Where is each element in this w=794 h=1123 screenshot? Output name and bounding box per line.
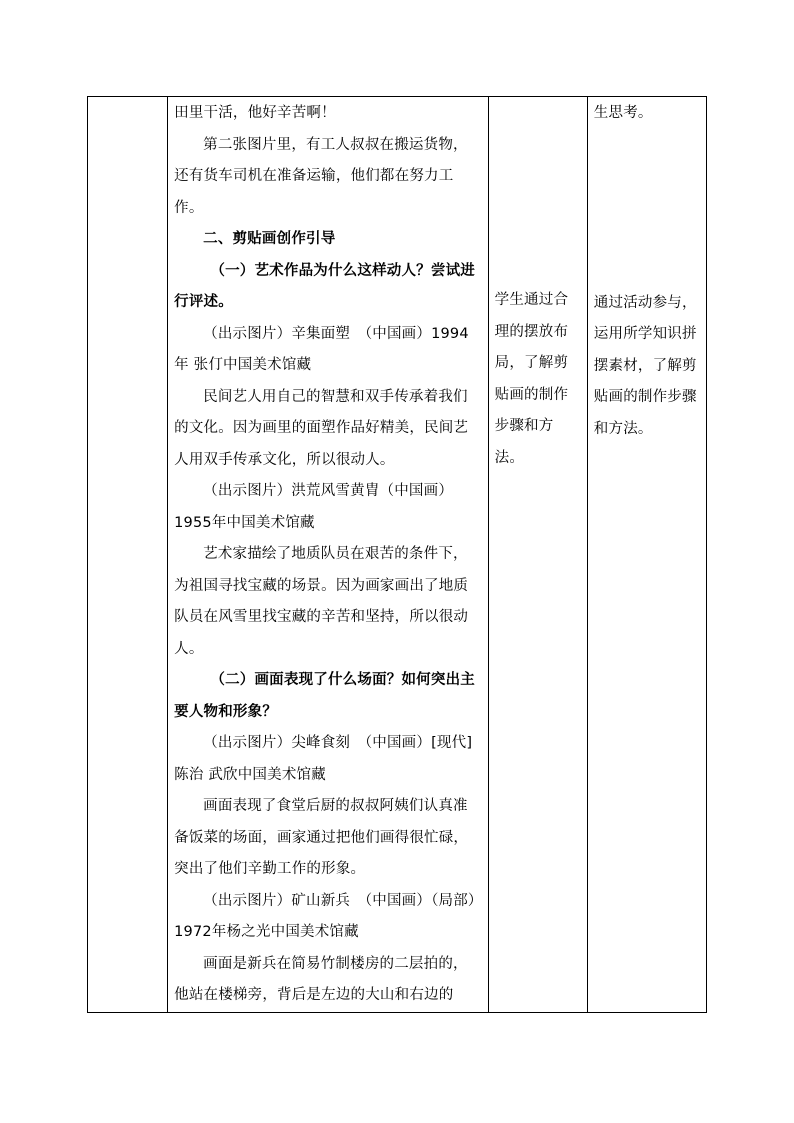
content-paragraph: 田里干活，他好辛苦啊！ xyxy=(174,105,336,121)
content-paragraph: 第二张图片里，有工人叔叔在搬运货物，还有货车司机在准备运输，他们都在努力工作。 xyxy=(174,136,468,216)
artwork-caption: （出示图片）辛集面塑 （中国画）1994年 张仃中国美术馆藏 xyxy=(174,325,469,373)
design-intent-cell xyxy=(587,97,706,1013)
artwork-description: 画面表现了食堂后厨的叔叔阿姨们认真准备饭菜的场面，画家通过把他们画得很忙碌，突出了他们辛勤工作的形象。 xyxy=(174,798,469,877)
student-activity-cell xyxy=(488,97,587,1013)
design-intent-continuation: 生思考。 xyxy=(593,105,653,121)
artwork-description: 民间艺人用自己的智慧和双手传承着我们的文化。因为画里的面塑作品好精美，民间艺人用双手传承文化，所以很动人。 xyxy=(174,388,469,468)
lesson-plan-table xyxy=(87,96,707,1013)
section-heading: 二、剪贴画创作引导 xyxy=(203,231,336,247)
teaching-content-cell xyxy=(168,97,489,1013)
table-row xyxy=(88,97,707,1013)
artwork-caption: （出示图片）矿山新兵 （中国画）（局部）1972年杨之光中国美术馆藏 xyxy=(174,892,476,940)
design-intent-text: 通过活动参与，运用所学知识拼摆素材，了解剪贴画的制作步骤和方法。 xyxy=(593,294,697,437)
artwork-caption: （出示图片）洪荒风雪黄胄（中国画）1955年中国美术馆藏 xyxy=(174,483,454,531)
stage-cell xyxy=(88,97,168,1013)
question-heading: （二）画面表现了什么场面？如何突出主要人物和形象？ xyxy=(174,672,475,720)
student-activity-text: 学生通过合理的摆放布局，了解剪贴画的制作步骤和方法。 xyxy=(494,292,569,466)
question-heading: （一）艺术作品为什么这样动人？尝试进行评述。 xyxy=(174,262,475,310)
artwork-caption: （出示图片）尖峰食刻 （中国画）[现代] 陈治 武欣中国美术馆藏 xyxy=(174,735,473,783)
artwork-description: 艺术家描绘了地质队员在艰苦的条件下，为祖国寻找宝藏的场景。因为画家画出了地质队员在风雪里找宝藏的辛苦和坚持，所以很动人。 xyxy=(174,546,469,657)
artwork-description: 画面是新兵在简易竹制楼房的二层拍的，他站在楼梯旁，背后是左边的大山和右边的 xyxy=(174,955,468,1003)
